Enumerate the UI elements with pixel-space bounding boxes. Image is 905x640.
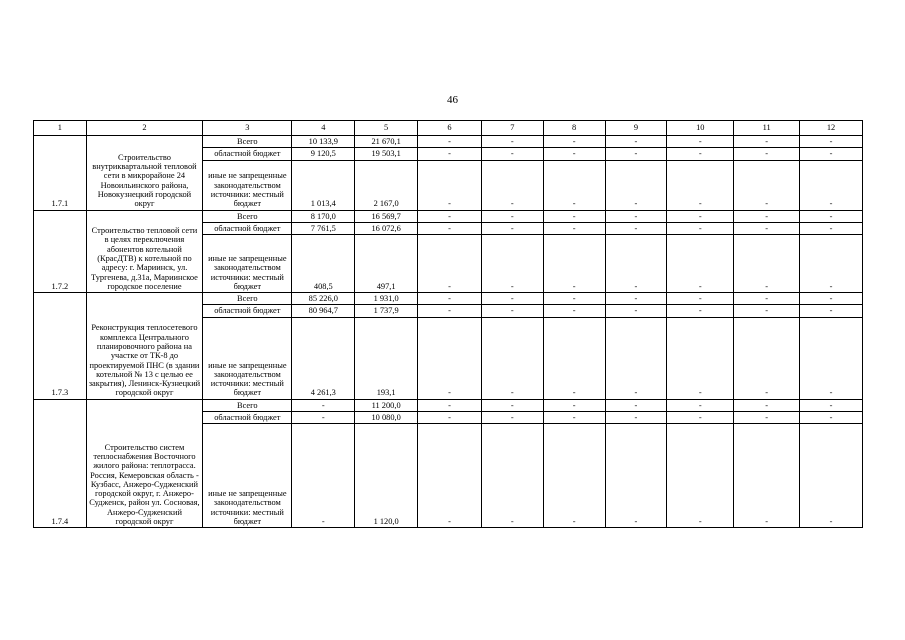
value-cell: -	[734, 210, 800, 222]
value-cell: -	[734, 222, 800, 234]
value-cell: 408,5	[292, 235, 355, 293]
table-row	[34, 399, 863, 411]
value-cell: -	[418, 399, 482, 411]
value-cell: -	[543, 148, 605, 160]
value-cell: -	[734, 424, 800, 528]
value-cell: 85 226,0	[292, 293, 355, 305]
value-cell: -	[481, 222, 543, 234]
value-cell: -	[605, 317, 667, 399]
funding-source: областной бюджет	[203, 222, 292, 234]
funding-source: областной бюджет	[203, 148, 292, 160]
project-name: Реконструкция теплосетевого комплекса Центрального планировочного района на участке от ТК-8 до проектируемой ПНС (в здании котельной № 13 с целью ее закрытия), Ленинск-Кузнецкий городской округ	[86, 293, 203, 400]
value-cell: -	[481, 136, 543, 148]
value-cell: -	[605, 399, 667, 411]
project-name: Строительство внутриквартальной тепловой сети в микрорайоне 24 Новоильинского района, Новокузнецкий городской округ	[86, 136, 203, 211]
value-cell: -	[543, 160, 605, 210]
funding-source: Всего	[203, 136, 292, 148]
project-name: Строительство систем теплоснабжения Восточного жилого района: теплотрасса. Россия, Кемеровская область - Кузбасс, Анжеро-Судженский городской округ, г. Анжеро-Судженск, район ул. Сосновая, Анжеро-Судженский городской округ	[86, 399, 203, 528]
value-cell: 10 080,0	[355, 412, 418, 424]
value-cell: 497,1	[355, 235, 418, 293]
value-cell: -	[543, 424, 605, 528]
value-cell: -	[800, 222, 863, 234]
value-cell: -	[418, 235, 482, 293]
value-cell: -	[605, 210, 667, 222]
value-cell: -	[667, 293, 734, 305]
column-header: 7	[481, 121, 543, 136]
value-cell: -	[605, 148, 667, 160]
value-cell: -	[605, 293, 667, 305]
value-cell: -	[543, 412, 605, 424]
value-cell: -	[481, 317, 543, 399]
value-cell: -	[800, 148, 863, 160]
column-header: 1	[34, 121, 87, 136]
value-cell: -	[734, 305, 800, 317]
value-cell: -	[418, 210, 482, 222]
value-cell: -	[418, 412, 482, 424]
value-cell: -	[481, 160, 543, 210]
funding-source: иные не запрещенные законодательством источники: местный бюджет	[203, 317, 292, 399]
funding-source: иные не запрещенные законодательством источники: местный бюджет	[203, 235, 292, 293]
column-header: 11	[734, 121, 800, 136]
value-cell: -	[481, 412, 543, 424]
value-cell: 16 569,7	[355, 210, 418, 222]
value-cell: -	[543, 136, 605, 148]
funding-source: Всего	[203, 293, 292, 305]
value-cell: -	[481, 210, 543, 222]
value-cell: -	[734, 235, 800, 293]
value-cell: -	[667, 305, 734, 317]
value-cell: -	[734, 136, 800, 148]
value-cell: -	[800, 293, 863, 305]
value-cell: 21 670,1	[355, 136, 418, 148]
funding-source: областной бюджет	[203, 305, 292, 317]
table-row	[34, 293, 863, 305]
value-cell: -	[543, 293, 605, 305]
value-cell: -	[418, 160, 482, 210]
value-cell: -	[734, 148, 800, 160]
value-cell: -	[418, 317, 482, 399]
value-cell: -	[543, 399, 605, 411]
column-header: 2	[86, 121, 203, 136]
value-cell: 8 170,0	[292, 210, 355, 222]
value-cell: -	[292, 399, 355, 411]
value-cell: -	[800, 160, 863, 210]
value-cell: -	[481, 235, 543, 293]
value-cell: -	[667, 399, 734, 411]
value-cell: -	[543, 222, 605, 234]
value-cell: -	[605, 412, 667, 424]
value-cell: -	[734, 293, 800, 305]
value-cell: -	[481, 424, 543, 528]
project-code: 1.7.3	[34, 293, 87, 400]
value-cell: -	[605, 235, 667, 293]
value-cell: -	[800, 235, 863, 293]
funding-source: Всего	[203, 399, 292, 411]
value-cell: 9 120,5	[292, 148, 355, 160]
column-header: 4	[292, 121, 355, 136]
table-row	[34, 136, 863, 148]
value-cell: -	[667, 136, 734, 148]
value-cell: -	[800, 399, 863, 411]
value-cell: -	[667, 317, 734, 399]
value-cell: -	[667, 160, 734, 210]
table-body	[34, 136, 863, 528]
value-cell: -	[481, 293, 543, 305]
value-cell: -	[418, 222, 482, 234]
funding-source: областной бюджет	[203, 412, 292, 424]
value-cell: 11 200,0	[355, 399, 418, 411]
value-cell: 16 072,6	[355, 222, 418, 234]
value-cell: 1 120,0	[355, 424, 418, 528]
value-cell: -	[481, 148, 543, 160]
value-cell: 193,1	[355, 317, 418, 399]
project-code: 1.7.2	[34, 210, 87, 293]
budget-table	[33, 120, 863, 528]
column-header: 5	[355, 121, 418, 136]
value-cell: -	[734, 412, 800, 424]
funding-source: иные не запрещенные законодательством источники: местный бюджет	[203, 424, 292, 528]
value-cell: -	[800, 424, 863, 528]
value-cell: -	[418, 424, 482, 528]
project-code: 1.7.1	[34, 136, 87, 211]
value-cell: -	[418, 148, 482, 160]
header-row	[34, 121, 863, 136]
value-cell: -	[800, 136, 863, 148]
funding-source: иные не запрещенные законодательством источники: местный бюджет	[203, 160, 292, 210]
column-header: 12	[800, 121, 863, 136]
value-cell: -	[292, 412, 355, 424]
value-cell: -	[543, 317, 605, 399]
value-cell: -	[605, 136, 667, 148]
value-cell: -	[800, 210, 863, 222]
value-cell: -	[800, 317, 863, 399]
value-cell: 1 931,0	[355, 293, 418, 305]
value-cell: -	[481, 399, 543, 411]
value-cell: -	[734, 160, 800, 210]
value-cell: -	[605, 424, 667, 528]
value-cell: -	[667, 412, 734, 424]
funding-source: Всего	[203, 210, 292, 222]
value-cell: -	[800, 305, 863, 317]
value-cell: -	[800, 412, 863, 424]
column-header: 3	[203, 121, 292, 136]
value-cell: -	[667, 222, 734, 234]
value-cell: 7 761,5	[292, 222, 355, 234]
value-cell: -	[667, 424, 734, 528]
value-cell: -	[605, 160, 667, 210]
column-header: 9	[605, 121, 667, 136]
project-code: 1.7.4	[34, 399, 87, 528]
value-cell: -	[667, 235, 734, 293]
value-cell: 10 133,9	[292, 136, 355, 148]
value-cell: 19 503,1	[355, 148, 418, 160]
value-cell: -	[734, 399, 800, 411]
value-cell: -	[418, 305, 482, 317]
value-cell: -	[667, 148, 734, 160]
value-cell: 2 167,0	[355, 160, 418, 210]
value-cell: 4 261,3	[292, 317, 355, 399]
page-number: 46	[447, 94, 458, 106]
value-cell: -	[543, 235, 605, 293]
value-cell: -	[418, 293, 482, 305]
table-row	[34, 210, 863, 222]
project-name: Строительство тепловой сети в целях переключения абонентов котельной (КрасДТВ) к котельной по адресу: г. Мариинск, ул. Тургенева, д.31а, Мариинское городское поселение	[86, 210, 203, 293]
value-cell: -	[418, 136, 482, 148]
column-header: 10	[667, 121, 734, 136]
column-header: 8	[543, 121, 605, 136]
value-cell: 1 013,4	[292, 160, 355, 210]
value-cell: -	[481, 305, 543, 317]
value-cell: 80 964,7	[292, 305, 355, 317]
value-cell: -	[543, 305, 605, 317]
value-cell: -	[667, 210, 734, 222]
value-cell: 1 737,9	[355, 305, 418, 317]
value-cell: -	[605, 305, 667, 317]
value-cell: -	[292, 424, 355, 528]
value-cell: -	[734, 317, 800, 399]
column-header: 6	[418, 121, 482, 136]
value-cell: -	[605, 222, 667, 234]
value-cell: -	[543, 210, 605, 222]
